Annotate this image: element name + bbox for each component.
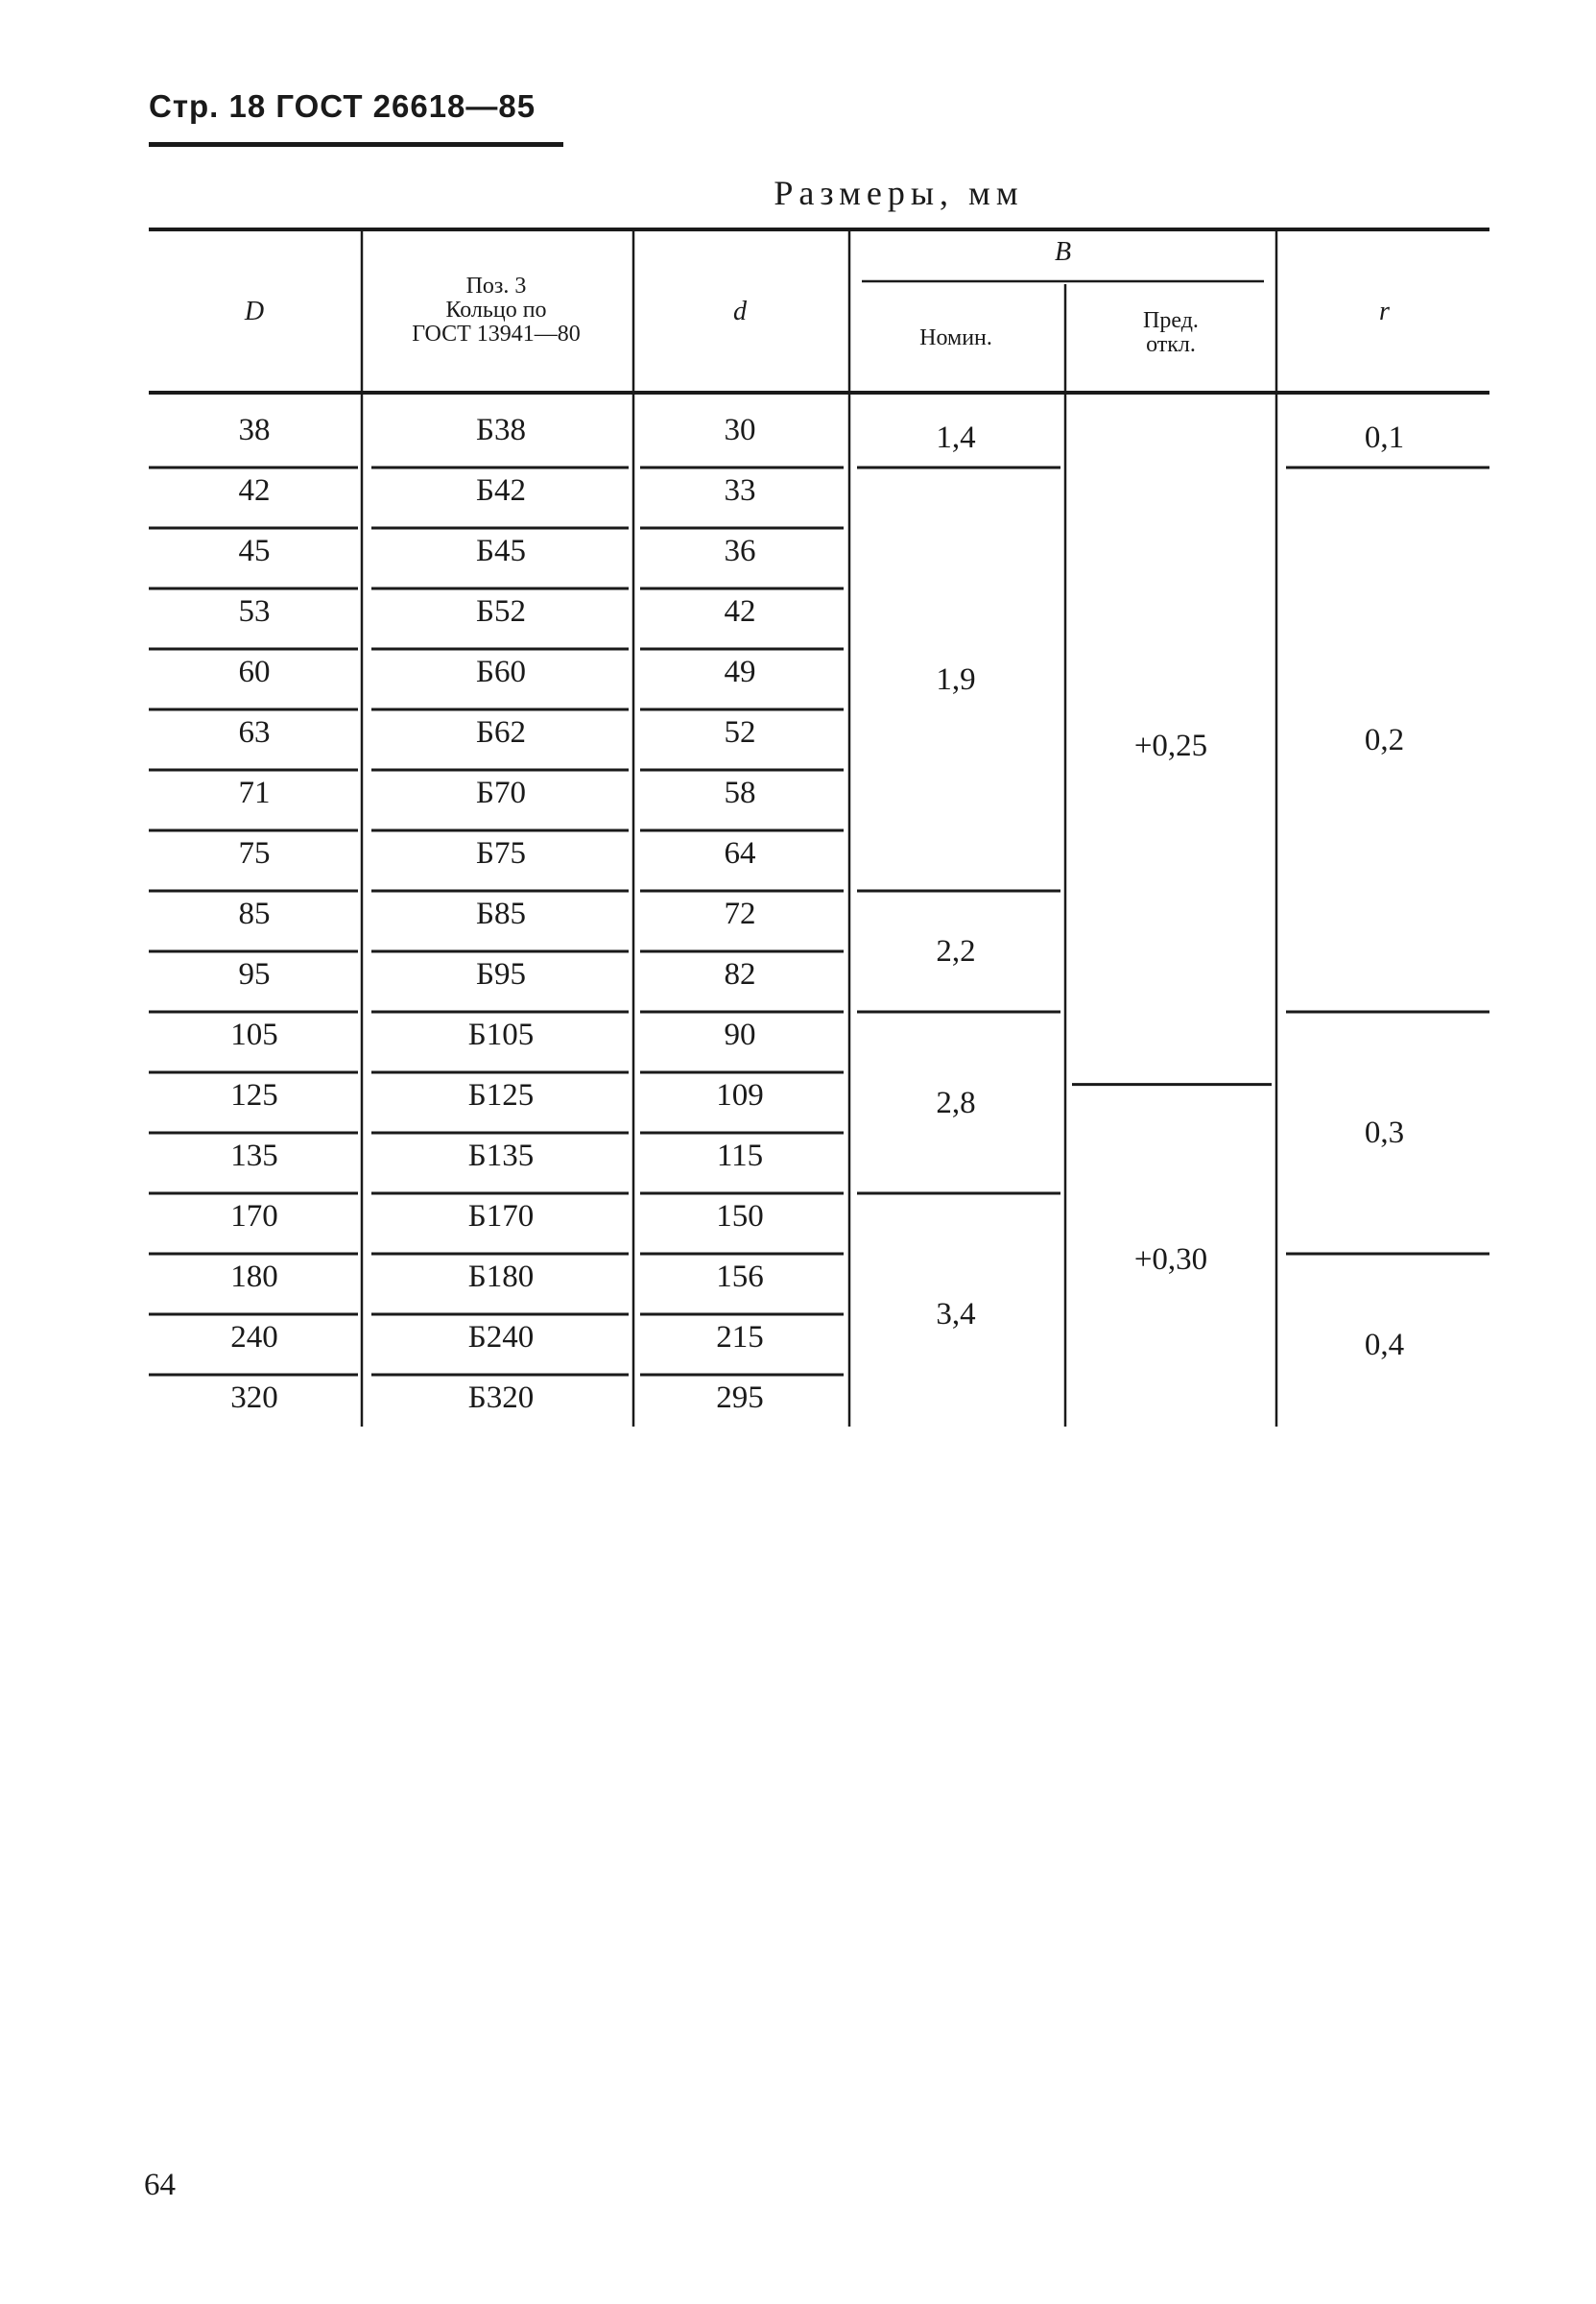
cell-D: 170 <box>230 1199 278 1234</box>
group-cell-B-dev-groups: +0,25 <box>1133 728 1208 763</box>
cell-ring: Б75 <box>476 836 526 871</box>
cell-d: 150 <box>716 1199 764 1234</box>
cell-ring: Б170 <box>467 1199 535 1234</box>
cell-d: 72 <box>724 897 756 931</box>
cell-d: 42 <box>724 594 756 629</box>
cell-d: 215 <box>716 1320 764 1355</box>
table-grid <box>149 227 1489 1427</box>
cell-ring: Б60 <box>476 655 526 689</box>
cell-D: 180 <box>230 1260 278 1294</box>
cell-d: 109 <box>716 1078 764 1113</box>
header-rule <box>149 142 563 147</box>
cell-D: 42 <box>238 473 271 508</box>
col-header-B-dev: Пред. откл. <box>1143 308 1199 357</box>
group-cell-B-nom-groups: 2,2 <box>936 934 976 969</box>
table-caption: Размеры, мм <box>774 174 1024 212</box>
group-cell-r-groups: 0,2 <box>1364 722 1405 757</box>
cell-d: 82 <box>724 957 756 992</box>
cell-D: 135 <box>230 1139 278 1173</box>
cell-D: 63 <box>238 715 271 750</box>
cell-D: 125 <box>230 1078 278 1113</box>
page-header: Стр. 18 ГОСТ 26618—85 <box>149 88 536 124</box>
cell-ring: Б62 <box>476 715 526 750</box>
cell-ring: Б135 <box>467 1139 535 1173</box>
group-cell-B-nom-groups: 1,9 <box>936 661 976 697</box>
cell-D: 95 <box>238 957 271 992</box>
col-header-D: D <box>244 297 265 326</box>
cell-d: 49 <box>724 655 756 689</box>
cell-ring: Б95 <box>476 957 526 992</box>
cell-D: 38 <box>238 413 271 447</box>
cell-d: 115 <box>716 1139 764 1173</box>
group-cell-B-nom-groups: 2,8 <box>936 1085 976 1120</box>
cell-ring: Б70 <box>476 776 526 810</box>
group-cell-B-nom-groups: 3,4 <box>936 1297 976 1332</box>
cell-d: 30 <box>724 413 756 447</box>
group-cell-B-nom-groups: 1,4 <box>936 420 976 455</box>
cell-ring: Б105 <box>467 1018 535 1052</box>
cell-D: 75 <box>238 836 271 871</box>
cell-D: 71 <box>238 776 271 810</box>
col-header-B: B <box>1054 237 1072 267</box>
cell-ring: Б320 <box>467 1380 535 1415</box>
group-cell-r-groups: 0,4 <box>1364 1327 1405 1362</box>
cell-d: 90 <box>724 1018 756 1052</box>
cell-d: 156 <box>716 1260 764 1294</box>
cell-D: 45 <box>238 534 271 568</box>
cell-d: 64 <box>724 836 756 871</box>
col-header-B-nom: Номин. <box>919 325 992 350</box>
page-number: 64 <box>144 2168 176 2202</box>
cell-ring: Б85 <box>476 897 526 931</box>
cell-ring: Б38 <box>476 413 526 447</box>
cell-D: 105 <box>230 1018 278 1052</box>
cell-ring: Б45 <box>476 534 526 568</box>
group-cell-r-groups: 0,3 <box>1364 1116 1405 1150</box>
cell-ring: Б42 <box>476 473 526 508</box>
col-header-d: d <box>733 297 747 326</box>
cell-ring: Б125 <box>467 1078 535 1113</box>
col-header-ring: Поз. 3 Кольцо по ГОСТ 13941—80 <box>412 274 581 347</box>
cell-ring: Б52 <box>476 594 526 629</box>
cell-ring: Б240 <box>467 1320 535 1355</box>
cell-D: 53 <box>238 594 271 629</box>
cell-d: 295 <box>716 1380 764 1415</box>
cell-D: 320 <box>230 1380 278 1415</box>
cell-d: 33 <box>724 473 756 508</box>
cell-D: 60 <box>238 655 271 689</box>
cell-ring: Б180 <box>467 1260 535 1294</box>
group-cell-B-dev-groups: +0,30 <box>1133 1242 1208 1278</box>
dimensions-table <box>149 227 1489 1427</box>
cell-d: 52 <box>724 715 756 750</box>
cell-D: 85 <box>238 897 271 931</box>
cell-d: 58 <box>724 776 756 810</box>
cell-d: 36 <box>724 534 756 568</box>
group-cell-r-groups: 0,1 <box>1364 420 1405 455</box>
col-header-r: r <box>1379 297 1390 326</box>
cell-D: 240 <box>230 1320 278 1355</box>
